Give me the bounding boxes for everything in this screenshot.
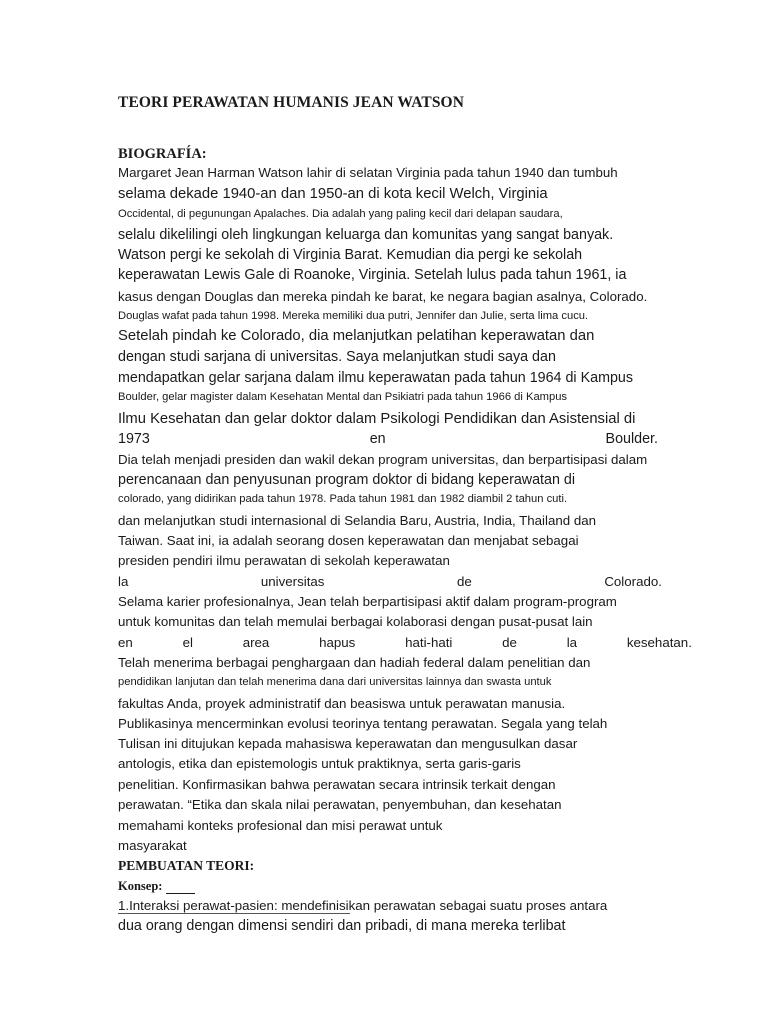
text-underline (118, 913, 350, 914)
line-word: area (242, 635, 270, 650)
text-line: Selama karier profesionalnya, Jean telah berpartisipasi aktif dalam program-program (118, 594, 617, 609)
line-word: de (456, 574, 472, 589)
text-line: dua orang dengan dimensi sendiri dan pribadi, di mana mereka terlibat (118, 918, 566, 934)
line-word: la (566, 635, 578, 650)
text-line: kasus dengan Douglas dan mereka pindah ke barat, ke negara bagian asalnya, Colorado. (118, 289, 648, 304)
text-line: perencanaan dan penyusunan program doktor di bidang keperawatan di (118, 472, 576, 488)
text-line: memahami konteks profesional dan misi perawat untuk (118, 818, 443, 833)
text-line-justified (118, 431, 658, 447)
text-line: Setelah pindah ke Colorado, dia melanjutkan pelatihan keperawatan dan (118, 328, 595, 344)
line-word: universitas (260, 574, 325, 589)
text-line: masyarakat (118, 838, 187, 853)
text-line: Dia telah menjadi presiden dan wakil dekan program universitas, dan berpartisipasi dalam (118, 452, 648, 467)
line-word: en (118, 635, 133, 650)
text-line: fakultas Anda, proyek administratif dan beasiswa untuk perawatan manusia. (118, 696, 566, 711)
text-line: Taiwan. Saat ini, ia adalah seorang dosen keperawatan dan menjabat sebagai (118, 533, 579, 548)
text-line: Boulder, gelar magister dalam Kesehatan Mental dan Psikiatri pada tahun 1966 di Kampus (118, 391, 568, 403)
text-line: Douglas wafat pada tahun 1998. Mereka memiliki dua putri, Jennifer dan Julie, serta lima cucu. (118, 310, 589, 322)
text-line: mendapatkan gelar sarjana dalam ilmu keperawatan pada tahun 1964 di Kampus (118, 370, 634, 386)
text-line: penelitian. Konfirmasikan bahwa perawatan secara intrinsik terkait dengan (118, 777, 556, 792)
text-line: dan melanjutkan studi internasional di Selandia Baru, Austria, India, Thailand dan (118, 513, 597, 528)
text-line: pendidikan lanjutan dan telah menerima dana dari universitas lainnya dan swasta untuk (118, 676, 552, 688)
line-word: de (502, 635, 517, 650)
text-line: selalu dikelilingi oleh lingkungan keluarga dan komunitas yang sangat banyak. (118, 227, 614, 243)
text-line: Publikasinya mencerminkan evolusi teorinya tentang perawatan. Segala yang telah (118, 716, 608, 731)
line-word: en (369, 431, 386, 447)
section-heading-biografia: BIOGRAFÍA: (118, 146, 207, 162)
line-word: Boulder. (605, 431, 658, 447)
subheading-konsep: Konsep: (118, 879, 163, 893)
subheading-underline (166, 893, 195, 894)
text-line: 1.Interaksi perawat-pasien: mendefinisikan perawatan sebagai suatu proses antara (118, 898, 608, 913)
text-line: keperawatan Lewis Gale di Roanoke, Virginia. Setelah lulus pada tahun 1961, ia (118, 267, 627, 283)
text-line-justified (118, 635, 692, 650)
document-title: TEORI PERAWATAN HUMANIS JEAN WATSON (118, 94, 464, 111)
line-word: el (182, 635, 193, 650)
text-line-justified (118, 574, 662, 589)
text-line: untuk komunitas dan telah memulai berbagai kolaborasi dengan pusat-pusat lain (118, 614, 593, 629)
text-line: Watson pergi ke sekolah di Virginia Barat. Kemudian dia pergi ke sekolah (118, 247, 583, 263)
line-word: kesehatan. (626, 635, 692, 650)
line-word: Colorado. (604, 574, 662, 589)
text-line: Ilmu Kesehatan dan gelar doktor dalam Psikologi Pendidikan dan Asistensial di (118, 411, 636, 427)
text-line: Occidental, di pegunungan Apalaches. Dia adalah yang paling kecil dari delapan saudara, (118, 208, 563, 220)
text-line: Telah menerima berbagai penghargaan dan hadiah federal dalam penelitian dan (118, 655, 591, 670)
text-line: antologis, etika dan epistemologis untuk praktiknya, serta garis-garis (118, 756, 521, 771)
section-heading-pembuatan-teori: PEMBUATAN TEORI: (118, 858, 255, 873)
line-word: 1973 (118, 431, 150, 447)
line-word: hati-hati (405, 635, 453, 650)
text-line: colorado, yang didirikan pada tahun 1978. Pada tahun 1981 dan 1982 diambil 2 tahun cuti. (118, 493, 568, 505)
text-line: dengan studi sarjana di universitas. Saya melanjutkan studi saya dan (118, 349, 556, 365)
text-line: selama dekade 1940-an dan 1950-an di kota kecil Welch, Virginia (118, 186, 548, 202)
text-line: Tulisan ini ditujukan kepada mahasiswa keperawatan dan mengusulkan dasar (118, 736, 578, 751)
text-line: Margaret Jean Harman Watson lahir di selatan Virginia pada tahun 1940 dan tumbuh (118, 165, 618, 180)
line-word: hapus (319, 635, 356, 650)
line-word: la (118, 574, 129, 589)
text-line: presiden pendiri ilmu perawatan di sekolah keperawatan (118, 553, 450, 568)
text-line: perawatan. “Etika dan skala nilai perawatan, penyembuhan, dan kesehatan (118, 797, 562, 812)
